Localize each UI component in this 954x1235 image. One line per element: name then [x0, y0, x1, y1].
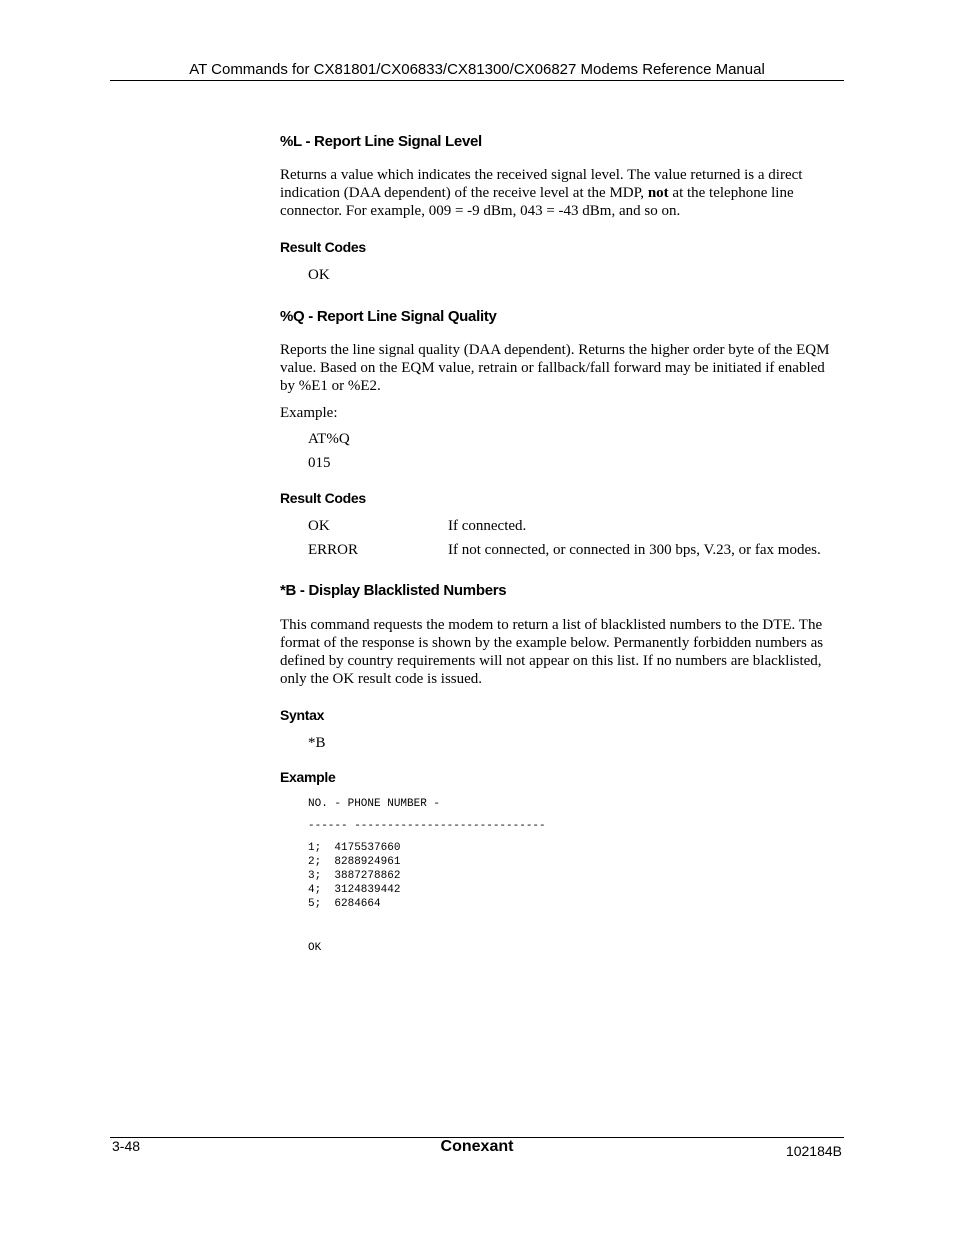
- emphasis-not: not: [647, 185, 669, 201]
- company-name: Conexant: [440, 1138, 514, 1155]
- section-title-star-b: *B - Display Blacklisted Numbers: [280, 582, 507, 599]
- syntax-heading: Syntax: [280, 707, 325, 723]
- result-codes-heading: Result Codes: [280, 239, 366, 255]
- example-row: 1; 4175537660: [308, 842, 401, 854]
- result-description: If not connected, or connected in 300 bps, V.23, or fax modes.: [448, 542, 821, 558]
- example-command: AT%Q: [308, 431, 350, 447]
- example-table-header: NO. - PHONE NUMBER -: [308, 798, 441, 810]
- example-row: 2; 8288924961: [308, 856, 401, 868]
- document-number: 102184B: [785, 1143, 842, 1159]
- section-title-percent-q: %Q - Report Line Signal Quality: [280, 308, 497, 325]
- example-label: Example:: [280, 405, 338, 421]
- section-body-percent-q: Reports the line signal quality (DAA dependent). Returns the higher order byte of the EQM value. Based on the EQM value, retrain or fallback/fall forward may be initiated if enabled by %E1 or %E2.: [280, 342, 830, 394]
- example-response: 015: [308, 455, 331, 471]
- example-row: 4; 3124839442: [308, 884, 401, 896]
- header-rule: [110, 80, 844, 81]
- body-text: at the telephone line connector. For example, 009 = -9 dBm, 043 = -43 dBm, and so on.: [280, 185, 794, 219]
- example-heading: Example: [280, 769, 336, 785]
- result-description: If connected.: [448, 518, 527, 534]
- example-table-rule: ------ -----------------------------: [308, 820, 546, 832]
- result-codes-heading: Result Codes: [280, 490, 366, 506]
- syntax-value: *B: [308, 735, 326, 751]
- result-code: ERROR: [308, 542, 359, 558]
- running-header: AT Commands for CX81801/CX06833/CX81300/CX06827 Modems Reference Manual: [189, 61, 765, 78]
- body-text: Returns a value which indicates the received signal level. The value returned is a direct indication (DAA dependent) of the receive level at the MDP,: [280, 167, 803, 201]
- page-number: 3-48: [112, 1138, 141, 1154]
- result-code: OK: [308, 518, 330, 534]
- example-ok: OK: [308, 942, 322, 954]
- result-code-ok: OK: [308, 267, 330, 283]
- example-row: 3; 3887278862: [308, 870, 401, 882]
- section-body-star-b: This command requests the modem to return a list of blacklisted numbers to the DTE. The format of the response is shown by the example below. Permanently forbidden numbers as defined by country requirements will not appear on this list. If no numbers are blacklisted, only the OK result code is issued.: [280, 617, 824, 687]
- section-title-percent-l: %L - Report Line Signal Level: [280, 133, 482, 150]
- section-body-percent-l: [280, 166, 840, 220]
- example-row: 5; 6284664: [308, 898, 381, 910]
